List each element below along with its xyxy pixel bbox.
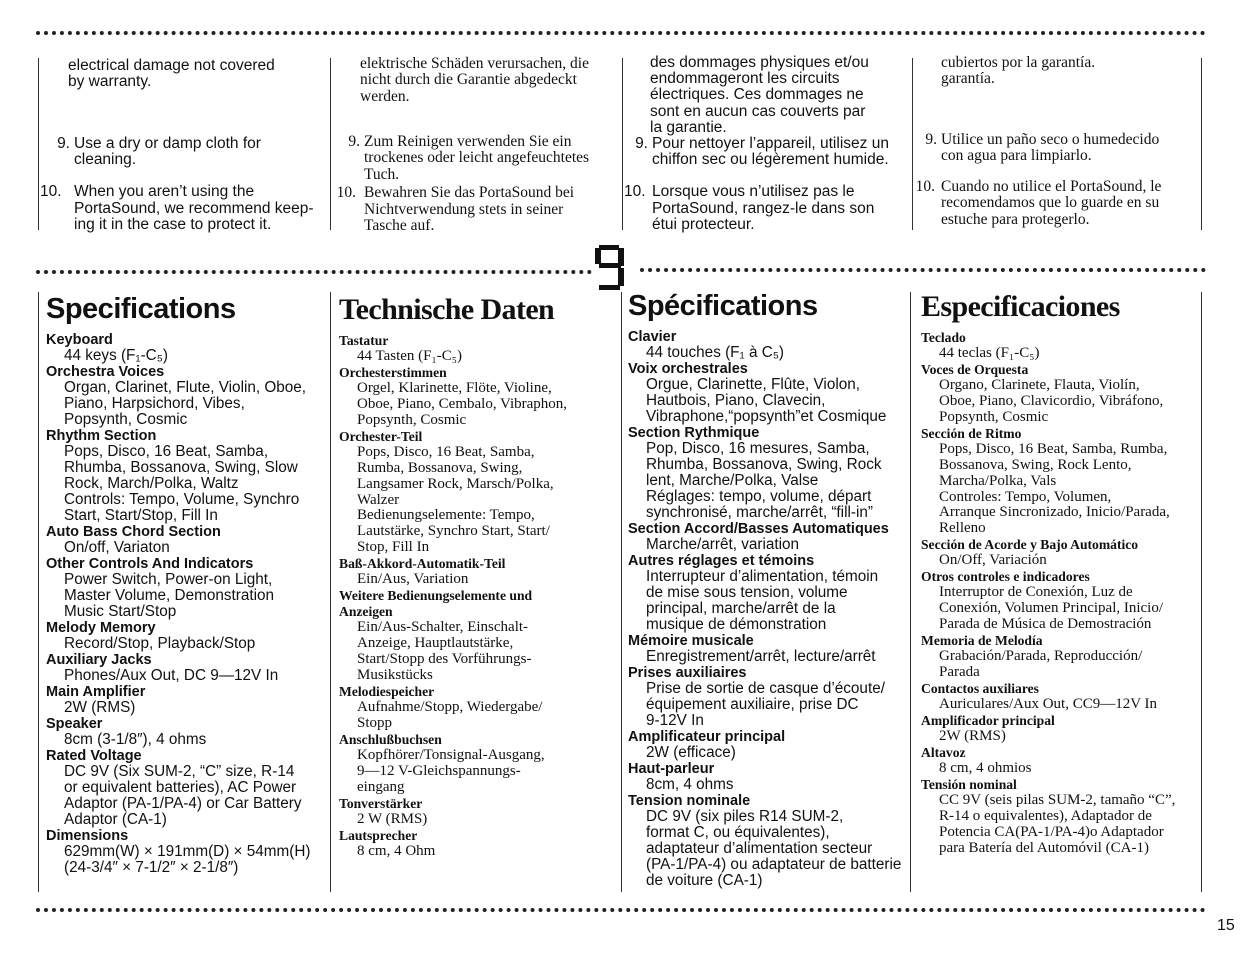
list-item-number: 9. [925, 131, 937, 148]
spec-list [46, 332, 331, 876]
spec-item [46, 556, 331, 620]
spec-value: Marche/arrêt, variation [646, 536, 800, 553]
spec-label: Speaker [46, 716, 103, 732]
spec-label: Lautsprecher [339, 827, 418, 843]
spec-value: 8cm, 4 ohms [646, 776, 734, 793]
spec-value: Organo, Clarinete, Flauta, Violín, Oboe, Piano, Clavicordio, Vibráfono, Popsynth, Cosmic [939, 376, 1164, 425]
spec-label: Haut-parleur [628, 761, 715, 777]
notes-intro: cubiertos por la garantía. garantía. [941, 54, 1096, 88]
spec-item [921, 777, 1203, 857]
spec-item [628, 633, 910, 665]
spec-item [46, 428, 331, 524]
list-item-text: Use a dry or damp cloth for cleaning. [74, 135, 261, 169]
spec-label: Dimensions [46, 828, 129, 844]
spec-item [339, 828, 621, 860]
spec-item [46, 748, 331, 828]
spec-label: Teclado [921, 330, 966, 345]
spec-item [921, 362, 1203, 426]
spec-item [339, 556, 621, 588]
spec-label: Other Controls And Indicators [46, 556, 254, 572]
spec-label: Tensión nominal [921, 776, 1017, 792]
column-rule [38, 58, 39, 230]
list-item [340, 134, 615, 183]
list-item [50, 136, 325, 168]
spec-label: Rhythm Section [46, 428, 157, 444]
spec-label: Sección de Ritmo [921, 425, 1022, 441]
spec-label: Rated Voltage [46, 748, 142, 764]
spec-value: Pops, Disco, 16 Beat, Samba, Rumba, Bossanova, Swing, Langsamer Rock, Marsch/Polka, Walzer Bedienungselemente: Tempo, Lautstärke, Synchro Start, Start/ Stop, Fill In [357, 443, 554, 556]
spec-value: 2W (RMS) [64, 699, 136, 716]
spec-item [339, 365, 621, 429]
spec-item [46, 620, 331, 652]
notes-intro: elektrische Schäden verursachen, die nicht durch die Garantie abgedeckt werden. [360, 55, 589, 105]
spec-label: Sección de Acorde y Bajo Automático [921, 537, 1139, 553]
spec-value: 2W (efficace) [646, 744, 736, 761]
spec-item [921, 330, 1203, 362]
spec-label: Tension nominale [628, 793, 751, 809]
spec-value: Interrupteur d’alimentation, témoin de mise sous tension, volume principal, marche/arrêt de la musique de démonstration [646, 568, 879, 633]
spec-label: Otros controles e indicadores [921, 569, 1090, 585]
dotted-rule-middle-right [640, 268, 1206, 272]
spec-value: CC 9V (seis pilas SUM-2, tamaño “C”, R-14 o equivalentes), Adaptador de Potencia CA(PA-1/PA-4)o Adaptador para Batería del Automóvil (CA-1) [939, 791, 1176, 856]
spec-value: 44 Tasten (F₁-C₅) [357, 347, 462, 364]
notes-column-de [336, 55, 615, 235]
list-item-text: Cuando no utilice el PortaSound, le recomendamos que lo guarde en su estuche para protegerlo. [941, 177, 1162, 228]
specs-column-en [46, 295, 331, 876]
spec-value: Power Switch, Power-on Light, Master Volume, Demonstration Music Start/Stop [64, 571, 274, 620]
spec-label: Prises auxiliaires [628, 665, 747, 681]
dotted-rule-top [36, 31, 1206, 35]
spec-label: Amplificateur principal [628, 729, 786, 745]
spec-item [628, 793, 910, 889]
dotted-rule-middle-left [36, 270, 592, 274]
specs-column-es [921, 292, 1203, 856]
list-item-number: 9. [348, 133, 360, 150]
spec-item [46, 332, 331, 364]
spec-item [46, 828, 331, 876]
column-rule [621, 292, 622, 892]
section-title: Specifications [46, 293, 236, 325]
spec-item [921, 569, 1203, 633]
spec-label: Voces de Orquesta [921, 361, 1029, 377]
spec-label: Orchester-Teil [339, 428, 423, 444]
list-item [917, 179, 1201, 228]
spec-label: Orchestra Voices [46, 364, 165, 380]
spec-item [921, 537, 1203, 569]
notes-column-fr [624, 54, 913, 233]
spec-item [921, 426, 1203, 538]
spec-label: Orchesterstimmen [339, 364, 447, 380]
spec-label: Autres réglages et témoins [628, 553, 815, 569]
list-item-number: 10. [336, 184, 356, 202]
spec-value: 44 teclas (F₁-C₅) [939, 344, 1040, 361]
spec-value: Enregistrement/arrêt, lecture/arrêt [646, 648, 876, 665]
list-item-text: When you aren’t using the PortaSound, we recommend keep- ing it in the case to protect it. [74, 183, 314, 233]
spec-value: 2 W (RMS) [357, 810, 428, 827]
spec-label: Melody Memory [46, 620, 156, 636]
list-item-number: 9. [635, 135, 648, 153]
spec-label: Tonverstärker [339, 795, 423, 811]
section-title: Especificaciones [921, 290, 1120, 323]
spec-label: Melodiespeicher [339, 683, 435, 699]
spec-label: Keyboard [46, 332, 113, 348]
specs-column-fr [628, 292, 910, 889]
spec-value: Pop, Disco, 16 mesures, Samba, Rhumba, Bossanova, Swing, Rock lent, Marche/Polka, Valse Réglages: tempo, volume, départ synchronisé, marche/arrêt, “fill-in” [646, 440, 882, 521]
spec-label: Auto Bass Chord Section [46, 524, 221, 540]
list-item [624, 183, 913, 233]
list-item-number: 10. [40, 183, 62, 201]
list-item-number: 9. [57, 135, 70, 152]
spec-item [628, 729, 910, 761]
spec-item [46, 524, 331, 556]
column-rule [622, 58, 623, 230]
notes-intro: electrical damage not covered by warranty. [68, 57, 275, 91]
spec-value: Organ, Clarinet, Flute, Violin, Oboe, Piano, Harpsichord, Vibes, Popsynth, Cosmic [64, 379, 307, 428]
list-item-text: Lorsque vous n’utilisez pas le PortaSound, rangez-le dans son étui protecteur. [652, 183, 875, 233]
list-item [628, 136, 913, 168]
list-item-text: Utilice un paño seco o humedecido con agua para limpiarlo. [941, 131, 1160, 165]
spec-value: Ein/Aus, Variation [357, 571, 469, 588]
column-rule [38, 292, 39, 892]
spec-label: Weitere Bedienungselemente und Anzeigen [339, 588, 533, 620]
spec-item [628, 553, 910, 633]
spec-value: 629mm(W) × 191mm(D) × 54mm(H) (24-3/4″ × 7-1/2″ × 2-1/8″) [64, 843, 311, 876]
spec-label: Mémoire musicale [628, 633, 754, 649]
spec-item [921, 745, 1203, 777]
column-rule [1201, 58, 1202, 230]
list-item-text: Pour nettoyer l’appareil, utilisez un chiffon sec ou légèrement humide. [652, 135, 889, 169]
spec-item [628, 665, 910, 729]
spec-value: 44 touches (F₁ à C₅) [646, 344, 785, 361]
section-number-mark [593, 243, 627, 293]
spec-value: Aufnahme/Stopp, Wiedergabe/ Stopp [357, 698, 543, 731]
column-rule [330, 58, 331, 230]
spec-label: Tastatur [339, 333, 389, 348]
spec-label: Auxiliary Jacks [46, 652, 152, 668]
spec-value: Orgue, Clarinette, Flûte, Violon, Hautbois, Piano, Clavecin, Vibraphone,“popsynth”et Cosmique [646, 376, 887, 425]
spec-item [628, 425, 910, 521]
spec-label: Voix orchestrales [628, 361, 748, 377]
spec-label: Section Accord/Basses Automatiques [628, 521, 889, 537]
spec-item [339, 588, 621, 684]
spec-item [46, 716, 331, 748]
spec-item [339, 429, 621, 557]
spec-value: 2W (RMS) [939, 727, 1006, 744]
spec-item [628, 361, 910, 425]
section-title: Spécifications [628, 290, 818, 322]
spec-item [628, 521, 910, 553]
list-item [336, 184, 615, 235]
spec-value: Phones/Aux Out, DC 9—12V In [64, 667, 279, 684]
spec-label: Main Amplifier [46, 684, 146, 700]
notes-column-es [917, 55, 1201, 228]
spec-item [339, 796, 621, 828]
spec-list [921, 330, 1203, 856]
spec-value: On/off, Variaton [64, 539, 170, 556]
section-title: Technische Daten [339, 293, 555, 326]
notes-column-en [40, 57, 325, 233]
spec-value: 8cm (3-1/8″), 4 ohms [64, 731, 207, 748]
spec-item [339, 684, 621, 732]
spec-label: Section Rythmique [628, 425, 760, 441]
column-rule [910, 292, 911, 892]
spec-value: Pops, Disco, 16 Beat, Samba, Rhumba, Bossanova, Swing, Slow Rock, March/Polka, Waltz Controls: Tempo, Volume, Synchro Start, Start/Stop, Fill In [64, 443, 300, 524]
list-item [917, 132, 1201, 165]
spec-value: DC 9V (Six SUM-2, “C” size, R-14 or equivalent batteries), AC Power Adaptor (PA-1/PA-4) or Car Battery Adaptor (CA-1) [64, 763, 302, 828]
spec-item [46, 652, 331, 684]
specs-column-de [339, 295, 621, 859]
spec-value: Auriculares/Aux Out, CC9—12V In [939, 695, 1158, 712]
spec-item [339, 732, 621, 796]
spec-label: Altavoz [921, 744, 966, 760]
list-item-number: 10. [915, 177, 935, 195]
spec-item [46, 684, 331, 716]
spec-list [339, 333, 621, 859]
spec-value: Grabación/Parada, Reproducción/ Parada [939, 648, 1143, 681]
spec-value: On/Off, Variación [939, 552, 1047, 569]
spec-list [628, 329, 910, 889]
spec-value: 44 keys (F₁-C₅) [64, 347, 168, 364]
spec-value: Record/Stop, Playback/Stop [64, 635, 256, 652]
page-number: 15 [1217, 917, 1235, 934]
spec-value: 8 cm, 4 Ohm [357, 842, 436, 859]
spec-item [628, 761, 910, 793]
spec-label: Contactos auxiliares [921, 680, 1039, 696]
spec-value: Prise de sortie de casque d’écoute/ équipement auxiliaire, prise DC 9-12V In [646, 680, 885, 729]
notes-intro: des dommages physiques et/ou endommageront les circuits électriques. Ces dommages ne sont en aucun cas couverts par la garantie. [650, 54, 869, 136]
list-item [40, 183, 325, 233]
spec-label: Baß-Akkord-Automatik-Teil [339, 556, 506, 572]
list-item-text: Bewahren Sie das PortaSound bei Nichtverwendung stets in seiner Tasche auf. [364, 184, 575, 235]
spec-value: Orgel, Klarinette, Flöte, Violine, Oboe, Piano, Cembalo, Vibraphon, Popsynth, Cosmic [357, 379, 568, 428]
list-item-text: Zum Reinigen verwenden Sie ein trockenes oder leicht angefeuchtetes Tuch. [364, 133, 590, 183]
spec-label: Memoria de Melodía [921, 633, 1043, 649]
spec-value: 8 cm, 4 ohmios [939, 759, 1032, 776]
dotted-rule-bottom [36, 908, 1206, 912]
spec-label: Anschlußbuchsen [339, 731, 442, 747]
spec-value: Ein/Aus-Schalter, Einschalt- Anzeige, Hauptlautstärke, Start/Stopp des Vorführungs- Musikstücks [357, 619, 532, 684]
spec-item [921, 681, 1203, 713]
spec-item [46, 364, 331, 428]
spec-label: Clavier [628, 329, 677, 345]
spec-value: Pops, Disco, 16 Beat, Samba, Rumba, Bossanova, Swing, Rock Lento, Marcha/Polka, Vals Controles: Tempo, Volumen, Arranque Sincronizado, Inicio/Parada, Relleno [939, 440, 1170, 537]
spec-value: Kopfhörer/Tonsignal-Ausgang, 9—12 V-Gleichspannungs- eingang [357, 746, 545, 795]
spec-item [339, 333, 621, 365]
spec-label: Amplificador principal [921, 712, 1055, 728]
spec-value: Interruptor de Conexión, Luz de Conexión, Volumen Principal, Inicio/ Parada de Música de Demostración [939, 584, 1164, 633]
spec-item [921, 713, 1203, 745]
spec-item [628, 329, 910, 361]
spec-value: DC 9V (six piles R14 SUM-2, format C, ou équivalentes), adaptateur d’alimentation secteur (PA-1/PA-4) ou adaptateur de batterie de voiture (CA-1) [646, 808, 902, 889]
list-item-number: 10. [624, 183, 646, 201]
spec-item [921, 633, 1203, 681]
